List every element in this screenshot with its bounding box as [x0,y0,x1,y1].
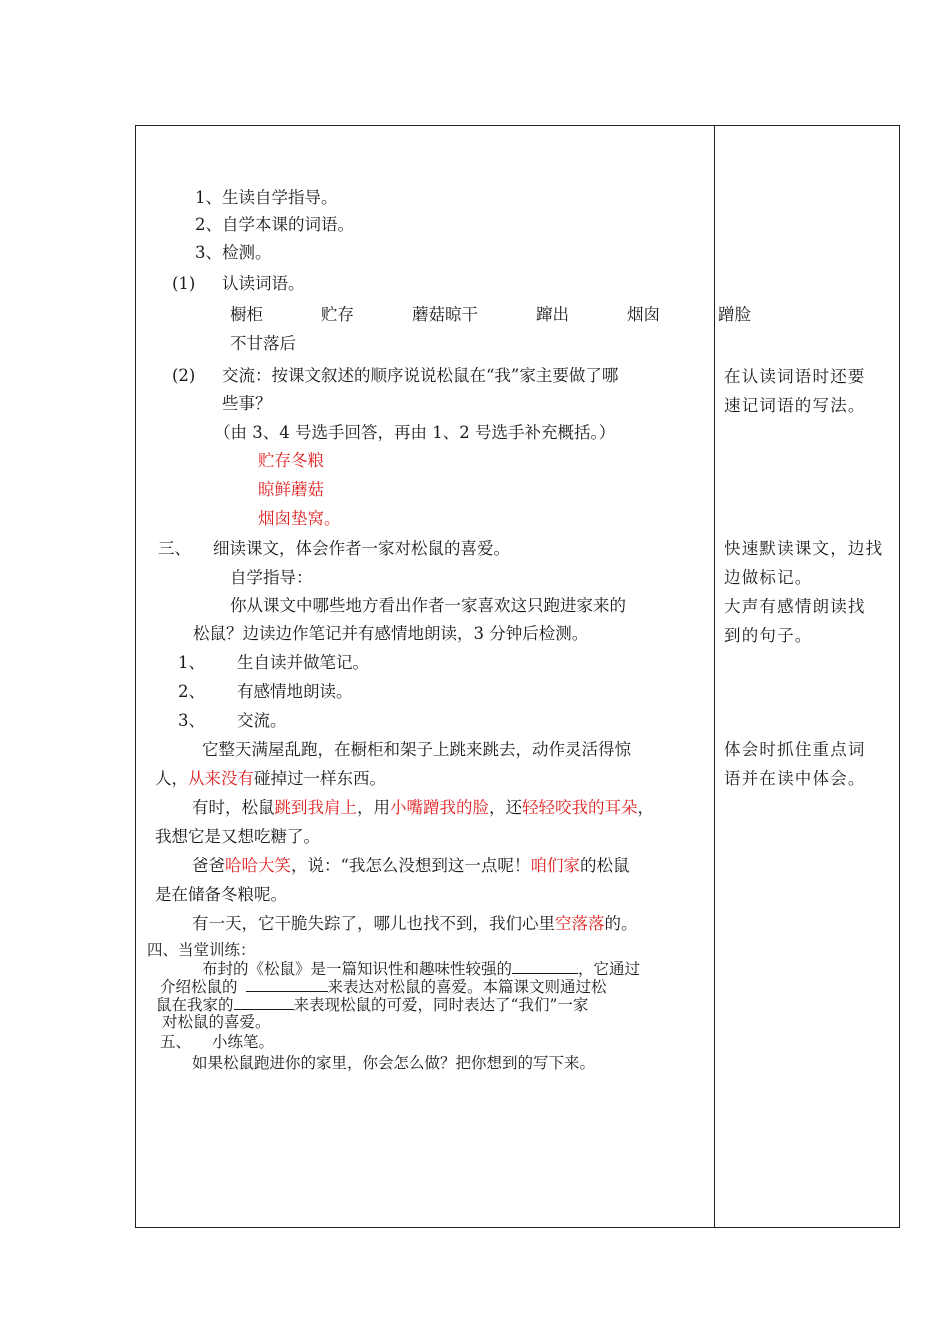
highlight: 小嘴蹭我的脸 [390,798,489,817]
sub-item-2-text-cont: 些事？ [222,394,272,413]
highlight: 跳到我肩上 [274,798,357,817]
note-line: 大声有感情朗读找 [724,597,866,616]
step-3: 3、检测。 [195,243,272,262]
text: 的。 [604,914,638,933]
step-2: 2、自学本课的词语。 [195,215,354,234]
text: 碰掉过一样东西。 [254,769,386,788]
note-line: 体会时抓住重点词 [724,740,866,759]
vocab-word: 蹭脸 [718,305,751,324]
text: 的松鼠 [579,856,630,875]
section-5-title: 小练笔。 [212,1033,275,1051]
section-5-text: 如果松鼠跑进你的家里，你会怎么做？把你想到的写下来。 [192,1054,596,1072]
exercise-line-4: 对松鼠的喜爱。 [162,1013,271,1031]
text: ， [637,798,654,817]
quote-4 [192,913,638,935]
fill-blank[interactable] [234,995,294,1010]
sub-item-2-text: 交流：按课文叙述的顺序说说松鼠在“我”家主要做了哪 [222,366,619,385]
text: 鼠在我家的 [156,996,234,1014]
text: ，说：“我怎么没想到这一点呢！ [291,856,531,875]
guide-text: 你从课文中哪些地方看出作者一家喜欢这只跑进家来的 [230,596,626,615]
step3-number: 2、 [178,682,205,701]
sub-item-1-number: (1) [172,274,196,293]
vocab-list [230,304,751,326]
step-1: 1、生读自学指导。 [195,188,338,207]
guide-label: 自学指导： [230,568,313,587]
highlight: 空落落 [555,914,605,933]
teaching-note-3 [724,735,866,793]
note-line: 语并在读中体会。 [724,769,866,788]
quote-3-line-2: 是在储备冬粮呢。 [155,885,287,904]
step3-text: 生自读并做笔记。 [237,653,369,672]
highlight: 轻轻咬我的耳朵 [522,798,638,817]
fill-blank[interactable] [246,977,328,992]
text: 介绍松鼠的 [160,978,238,996]
text: 来表现松鼠的可爱，同时表达了“我们”一家 [293,996,589,1014]
vocab-word-last: 不甘落后 [230,334,296,353]
step3-text: 有感情地朗读。 [237,682,353,701]
exercise-line-3 [156,995,588,1014]
text: ，用 [357,798,390,817]
quote-2-line-1 [192,797,654,819]
text: 爸爸 [192,856,225,875]
section-4-title: 四、当堂训练： [147,941,256,959]
vocab-word: 蹿出 [536,305,569,324]
text: 来表达对松鼠的喜爱。本篇课文则通过松 [327,978,607,996]
vocab-word: 烟囱 [627,305,660,324]
sub-item-2-note: （由 3、4 号选手回答，再由 1、2 号选手补充概括。） [214,423,616,442]
quote-1-line-1: 它整天满屋乱跑，在橱柜和架子上跳来跳去，动作灵活得惊 [202,740,631,759]
note-line: 边做标记。 [724,568,813,587]
note-line: 在认读词语时还要 [724,367,866,386]
step3-text: 交流。 [237,711,287,730]
vocab-word: 橱柜 [230,305,263,324]
section-5-number: 五、 [160,1033,192,1051]
teaching-note-2 [724,534,883,650]
text: ，它通过 [578,960,641,978]
column-divider [714,125,715,1228]
note-line: 速记词语的写法。 [724,396,866,415]
highlight: 哈哈大笑 [225,856,291,875]
quote-3-line-1 [192,855,629,877]
section-3-number: 三、 [158,539,191,558]
highlight: 从来没有 [188,769,254,788]
note-line: 快速默读课文，边找 [724,539,884,558]
quote-2-line-2: 我想它是又想吃糖了。 [155,827,320,846]
note-line: 到的句子。 [724,626,813,645]
step3-number: 1、 [178,653,205,672]
fill-blank[interactable] [512,959,578,974]
section-3-title: 细读课文，体会作者一家对松鼠的喜爱。 [213,539,510,558]
vocab-word: 蘑菇晾干 [412,305,478,324]
highlight: 咱们家 [530,856,580,875]
answer-item: 贮存冬粮 [258,451,324,470]
text: 有时，松鼠 [192,798,275,817]
text: ，还 [489,798,522,817]
text: 有一天，它干脆失踪了，哪儿也找不到，我们心里 [192,914,555,933]
answer-item: 晾鲜蘑菇 [258,480,324,499]
text: 人， [155,769,188,788]
quote-1-line-2 [155,768,386,790]
sub-item-1-text: 认读词语。 [222,274,305,293]
exercise-line-1 [202,959,640,978]
text: 布封的《松鼠》是一篇知识性和趣味性较强的 [202,960,513,978]
answer-item: 烟囱垫窝。 [258,509,341,528]
exercise-line-2 [160,977,607,996]
teaching-note-1 [724,362,866,420]
guide-text-cont: 松鼠？边读边作笔记并有感情地朗读，3 分钟后检测。 [193,624,589,643]
vocab-word: 贮存 [321,305,354,324]
step3-number: 3、 [178,711,205,730]
sub-item-2-number: (2) [172,366,196,385]
